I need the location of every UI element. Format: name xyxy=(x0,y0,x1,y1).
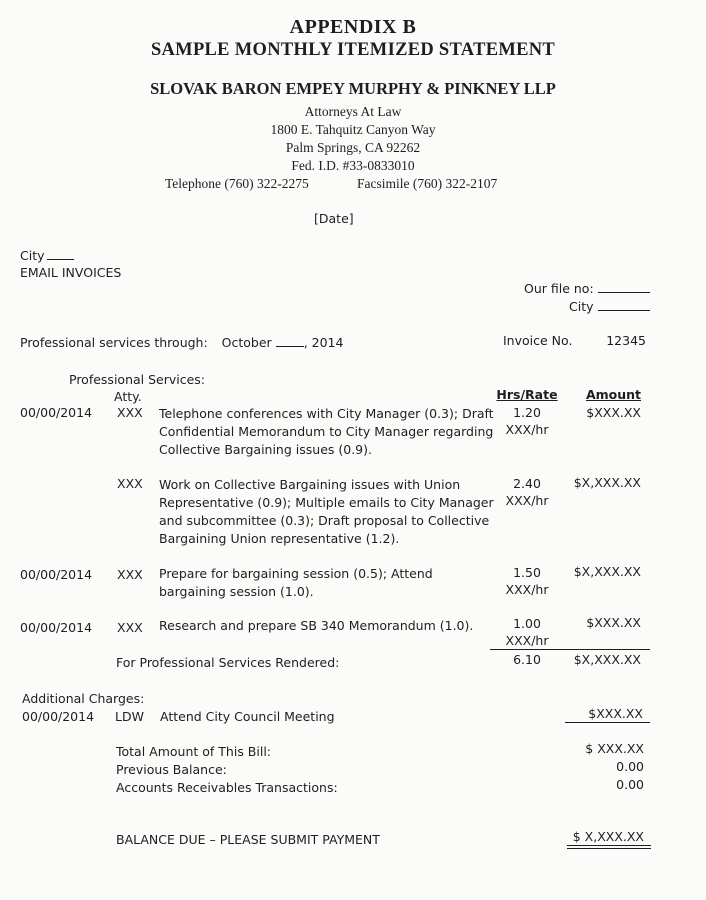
invoice-label: Invoice No. xyxy=(503,333,573,348)
entry-4-hours: 1.00 xyxy=(513,616,541,631)
entry-4-description xyxy=(159,617,473,635)
firm-name: SLOVAK BARON EMPEY MURPHY & PINKNEY LLP xyxy=(150,79,556,98)
entry-1-date: 00/00/2014 xyxy=(20,405,93,420)
entry-1-rate: XXX/hr xyxy=(505,422,549,437)
entry-1-line-2: Confidential Memorandum to City Manager regarding xyxy=(159,424,494,439)
entry-2-line-4: Bargaining Union representative (1.2). xyxy=(159,531,400,546)
entry-2-line-3: and subcommittee (0.3); Draft proposal to Collective xyxy=(159,513,490,528)
balance-due-rule-top xyxy=(567,845,651,846)
previous-balance-label: Previous Balance: xyxy=(116,762,227,777)
firm-address-line2: Palm Springs, CA 92262 xyxy=(285,140,421,155)
statement-date: [Date] xyxy=(314,211,354,226)
firm-subtitle: Attorneys At Law xyxy=(304,104,402,119)
entry-2-line-1: Work on Collective Bargaining issues with Union xyxy=(159,477,461,492)
invoice-number: 12345 xyxy=(606,333,646,348)
entry-2-description xyxy=(159,476,494,548)
entry-4-amount: $XXX.XX xyxy=(586,615,641,630)
entry-1-line-1: Telephone conferences with City Manager (0.3); Draft xyxy=(159,406,494,421)
ar-transactions-label: Accounts Receivables Transactions: xyxy=(116,780,338,795)
services-through-year: , 2014 xyxy=(303,335,344,350)
atty-column-header: Atty. xyxy=(114,389,142,404)
balance-due-label: BALANCE DUE – PLEASE SUBMIT PAYMENT xyxy=(116,832,380,847)
entry-3-hours: 1.50 xyxy=(513,565,541,580)
ar-transactions-value: 0.00 xyxy=(616,777,644,792)
delivery-method: EMAIL INVOICES xyxy=(20,265,122,280)
services-total-hours: 6.10 xyxy=(513,652,541,667)
total-bill-value: $ XXX.XX xyxy=(585,741,644,756)
entry-2-amount: $X,XXX.XX xyxy=(573,475,641,490)
entry-1-amount: $XXX.XX xyxy=(586,405,641,420)
client-city-blank xyxy=(47,248,74,260)
entry-4-date: 00/00/2014 xyxy=(20,620,93,635)
additional-charge-date: 00/00/2014 xyxy=(22,709,95,724)
hrs-rate-column-header: Hrs/Rate xyxy=(496,387,558,402)
additional-charges-heading: Additional Charges: xyxy=(22,691,145,706)
firm-address-line1: 1800 E. Tahquitz Canyon Way xyxy=(270,122,436,137)
entry-1-hours: 1.20 xyxy=(513,405,541,420)
file-city-label: City xyxy=(569,299,594,314)
additional-charge-description: Attend City Council Meeting xyxy=(160,709,335,724)
services-through xyxy=(20,335,343,350)
client-city xyxy=(20,248,74,263)
entry-3-date: 00/00/2014 xyxy=(20,567,93,582)
balance-due-value: $ X,XXX.XX xyxy=(572,829,644,844)
our-file-label: Our file no: xyxy=(524,281,594,296)
entry-1-atty: XXX xyxy=(117,405,143,420)
appendix-heading: APPENDIX B xyxy=(289,16,417,38)
entry-3-rate: XXX/hr xyxy=(505,582,549,597)
services-total-label: For Professional Services Rendered: xyxy=(116,655,340,670)
client-city-label: City xyxy=(20,248,45,263)
entry-1-line-3: Collective Bargaining issues (0.9). xyxy=(159,442,372,457)
entry-4-line-1: Research and prepare SB 340 Memorandum (1.0). xyxy=(159,618,474,633)
total-bill-label: Total Amount of This Bill: xyxy=(116,744,272,759)
entry-3-amount: $X,XXX.XX xyxy=(573,564,641,579)
our-file-blank xyxy=(598,281,650,293)
file-city-blank xyxy=(598,299,650,311)
additional-charge-atty: LDW xyxy=(115,709,144,724)
file-city xyxy=(569,299,650,314)
firm-fed-id: Fed. I.D. #33-0833010 xyxy=(291,158,415,173)
entry-3-atty: XXX xyxy=(117,567,143,582)
subtotal-rule xyxy=(490,649,650,650)
entry-4-atty: XXX xyxy=(117,620,143,635)
services-through-day-blank xyxy=(276,335,304,347)
firm-facsimile: Facsimile (760) 322-2107 xyxy=(357,176,498,191)
entry-1-description xyxy=(159,405,494,459)
balance-due-rule-bottom xyxy=(567,848,651,849)
services-through-label: Professional services through: xyxy=(20,335,208,350)
entry-2-line-2: Representative (0.9); Multiple emails to City Manager xyxy=(159,495,494,510)
entry-2-hours: 2.40 xyxy=(513,476,541,491)
entry-3-description xyxy=(159,565,433,601)
entry-3-line-2: bargaining session (1.0). xyxy=(159,584,314,599)
entry-2-rate: XXX/hr xyxy=(505,493,549,508)
firm-telephone: Telephone (760) 322-2275 xyxy=(165,176,309,191)
services-through-month: October xyxy=(221,335,272,350)
previous-balance-value: 0.00 xyxy=(616,759,644,774)
services-total-amount: $X,XXX.XX xyxy=(573,652,641,667)
entry-2-atty: XXX xyxy=(117,476,143,491)
statement-title: SAMPLE MONTHLY ITEMIZED STATEMENT xyxy=(150,40,556,60)
additional-charge-rule xyxy=(565,722,650,723)
amount-column-header: Amount xyxy=(585,387,641,402)
entry-4-rate: XXX/hr xyxy=(505,633,549,648)
services-heading: Professional Services: xyxy=(69,372,206,387)
entry-3-line-1: Prepare for bargaining session (0.5); Attend xyxy=(159,566,433,581)
additional-charge-amount: $XXX.XX xyxy=(588,706,643,721)
our-file-no xyxy=(524,281,650,296)
